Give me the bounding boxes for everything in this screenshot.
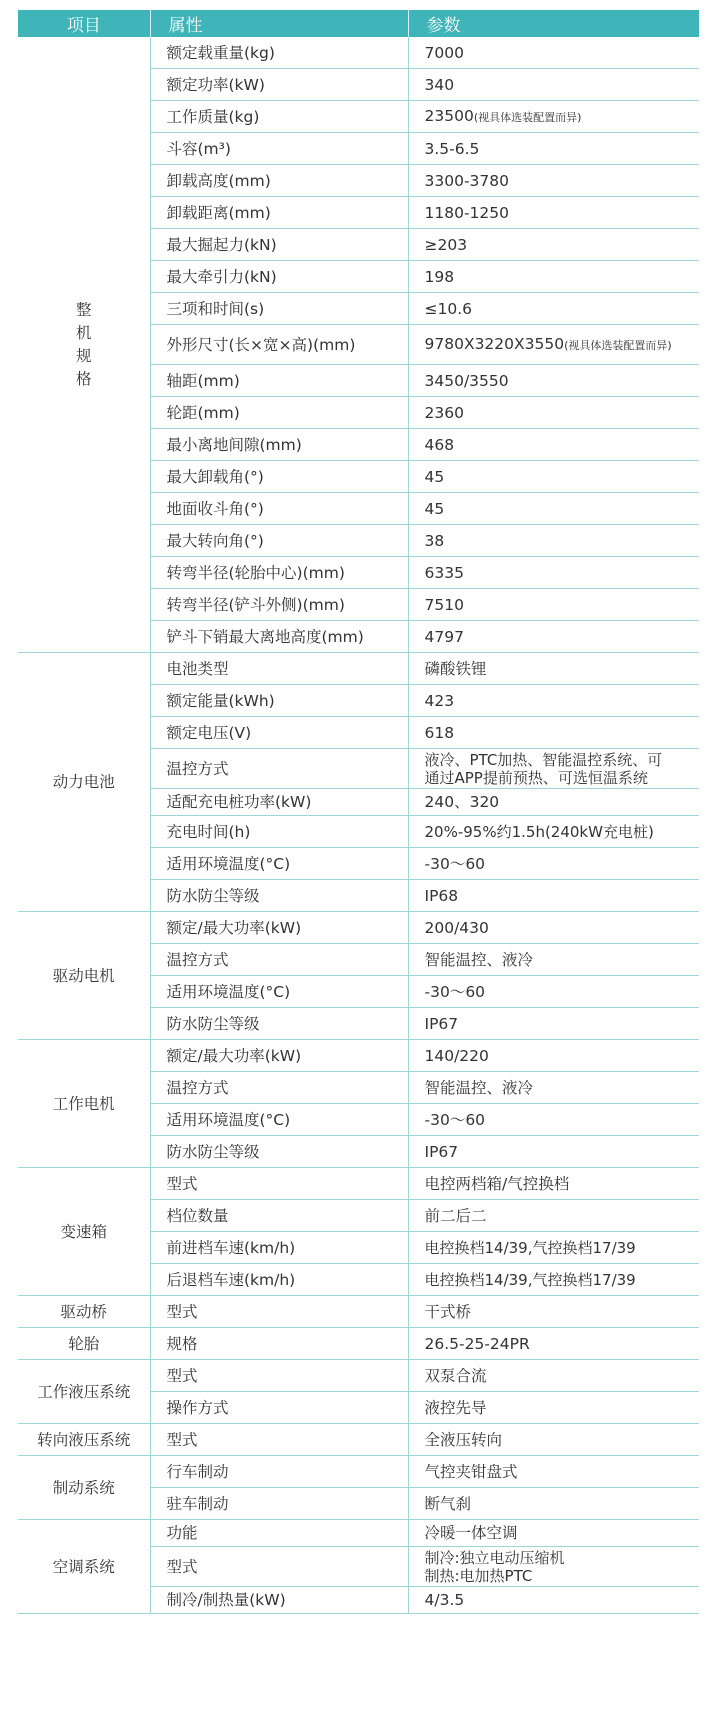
value-cell: 7000 xyxy=(408,37,699,69)
value-cell xyxy=(408,1547,699,1587)
category-cell: 动力电池 xyxy=(18,653,150,912)
value-cell: 干式桥 xyxy=(408,1296,699,1328)
attribute-cell: 前进档车速(km/h) xyxy=(150,1232,408,1264)
value-cell: 340 xyxy=(408,69,699,101)
value-cell: 6335 xyxy=(408,557,699,589)
attribute-cell: 操作方式 xyxy=(150,1392,408,1424)
attribute-cell: 最大掘起力(kN) xyxy=(150,229,408,261)
attribute-cell: 驻车制动 xyxy=(150,1488,408,1520)
attribute-cell: 温控方式 xyxy=(150,749,408,789)
attribute-cell: 地面收斗角(°) xyxy=(150,493,408,525)
value-cell: 电控换档14/39,气控换档17/39 xyxy=(408,1264,699,1296)
value-cell xyxy=(408,325,699,365)
attribute-cell: 三项和时间(s) xyxy=(150,293,408,325)
attribute-cell: 转弯半径(铲斗外侧)(mm) xyxy=(150,589,408,621)
category-cell: 工作液压系统 xyxy=(18,1360,150,1424)
value-cell: 38 xyxy=(408,525,699,557)
attribute-cell: 工作质量(kg) xyxy=(150,101,408,133)
table-row xyxy=(18,1456,699,1488)
attribute-cell: 档位数量 xyxy=(150,1200,408,1232)
attribute-cell: 温控方式 xyxy=(150,944,408,976)
value-cell: IP67 xyxy=(408,1008,699,1040)
value-cell: 双泵合流 xyxy=(408,1360,699,1392)
value-cell: 前二后二 xyxy=(408,1200,699,1232)
attribute-cell: 型式 xyxy=(150,1547,408,1587)
category-cell: 驱动电机 xyxy=(18,912,150,1040)
table-row xyxy=(18,1328,699,1360)
table-row xyxy=(18,1168,699,1200)
attribute-cell: 卸载高度(mm) xyxy=(150,165,408,197)
value-cell: IP68 xyxy=(408,880,699,912)
attribute-cell: 转弯半径(轮胎中心)(mm) xyxy=(150,557,408,589)
attribute-cell: 充电时间(h) xyxy=(150,816,408,848)
value-line: 制冷:独立电动压缩机 xyxy=(424,1548,565,1567)
attribute-cell: 适用环境温度(°C) xyxy=(150,848,408,880)
value-cell xyxy=(408,101,699,133)
value-cell: 智能温控、液冷 xyxy=(408,1072,699,1104)
value-note: (视具体选装配置而异) xyxy=(564,338,672,352)
value-cell: 1180-1250 xyxy=(408,197,699,229)
attribute-cell: 型式 xyxy=(150,1360,408,1392)
attribute-cell: 额定/最大功率(kW) xyxy=(150,1040,408,1072)
attribute-cell: 最大转向角(°) xyxy=(150,525,408,557)
value-cell: 气控夹钳盘式 xyxy=(408,1456,699,1488)
value-cell: 2360 xyxy=(408,397,699,429)
attribute-cell: 电池类型 xyxy=(150,653,408,685)
value-cell: 3.5-6.5 xyxy=(408,133,699,165)
attribute-cell: 额定功率(kW) xyxy=(150,69,408,101)
attribute-cell: 外形尺寸(长×宽×高)(mm) xyxy=(150,325,408,365)
value-cell xyxy=(408,749,699,789)
spec-table xyxy=(18,10,699,1614)
attribute-cell: 防水防尘等级 xyxy=(150,1136,408,1168)
attribute-cell: 制冷/制热量(kW) xyxy=(150,1587,408,1614)
value-text: 9780X3220X3550 xyxy=(424,334,565,353)
attribute-cell: 后退档车速(km/h) xyxy=(150,1264,408,1296)
header-item: 项目 xyxy=(18,10,150,37)
value-note: (视具体选装配置而异) xyxy=(473,110,582,124)
value-cell: 液控先导 xyxy=(408,1392,699,1424)
value-cell: 电控两档箱/气控换档 xyxy=(408,1168,699,1200)
category-cell: 制动系统 xyxy=(18,1456,150,1520)
value-cell: 电控换档14/39,气控换档17/39 xyxy=(408,1232,699,1264)
table-row xyxy=(18,1520,699,1547)
value-cell: 45 xyxy=(408,461,699,493)
value-cell: 智能温控、液冷 xyxy=(408,944,699,976)
value-cell: 4797 xyxy=(408,621,699,653)
value-cell: 3450/3550 xyxy=(408,365,699,397)
attribute-cell: 最大牵引力(kN) xyxy=(150,261,408,293)
value-cell: 618 xyxy=(408,717,699,749)
category-cell xyxy=(18,37,150,653)
table-row xyxy=(18,1360,699,1392)
value-cell: -30～60 xyxy=(408,976,699,1008)
header-attribute: 属性 xyxy=(150,10,408,37)
attribute-cell: 功能 xyxy=(150,1520,408,1547)
value-cell: 198 xyxy=(408,261,699,293)
category-cell: 转向液压系统 xyxy=(18,1424,150,1456)
attribute-cell: 最大卸载角(°) xyxy=(150,461,408,493)
attribute-cell: 卸载距离(mm) xyxy=(150,197,408,229)
attribute-cell: 适用环境温度(°C) xyxy=(150,1104,408,1136)
value-cell: IP67 xyxy=(408,1136,699,1168)
attribute-cell: 型式 xyxy=(150,1168,408,1200)
attribute-cell: 防水防尘等级 xyxy=(150,880,408,912)
table-row xyxy=(18,653,699,685)
value-cell: -30～60 xyxy=(408,1104,699,1136)
table-row xyxy=(18,37,699,69)
table-row xyxy=(18,1424,699,1456)
value-cell: 4/3.5 xyxy=(408,1587,699,1614)
value-cell: ≥203 xyxy=(408,229,699,261)
attribute-cell: 斗容(m³) xyxy=(150,133,408,165)
attribute-cell: 轮距(mm) xyxy=(150,397,408,429)
value-cell: 423 xyxy=(408,685,699,717)
value-cell: 全液压转向 xyxy=(408,1424,699,1456)
table-row xyxy=(18,1296,699,1328)
value-cell: -30～60 xyxy=(408,848,699,880)
table-row xyxy=(18,912,699,944)
value-cell: 240、320 xyxy=(408,789,699,816)
attribute-cell: 行车制动 xyxy=(150,1456,408,1488)
category-cell: 驱动桥 xyxy=(18,1296,150,1328)
value-cell: 7510 xyxy=(408,589,699,621)
value-cell: 45 xyxy=(408,493,699,525)
attribute-cell: 额定/最大功率(kW) xyxy=(150,912,408,944)
attribute-cell: 额定载重量(kg) xyxy=(150,37,408,69)
category-cell: 空调系统 xyxy=(18,1520,150,1614)
value-cell: 磷酸铁锂 xyxy=(408,653,699,685)
attribute-cell: 额定能量(kWh) xyxy=(150,685,408,717)
table-row xyxy=(18,1040,699,1072)
value-cell: 断气刹 xyxy=(408,1488,699,1520)
category-cell: 变速箱 xyxy=(18,1168,150,1296)
value-cell: ≤10.6 xyxy=(408,293,699,325)
value-cell: 3300-3780 xyxy=(408,165,699,197)
category-label: 整机规格 xyxy=(76,300,92,388)
attribute-cell: 防水防尘等级 xyxy=(150,1008,408,1040)
value-line: 通过APP提前预热、可选恒温系统 xyxy=(424,768,648,787)
header-parameter: 参数 xyxy=(408,10,699,37)
attribute-cell: 规格 xyxy=(150,1328,408,1360)
attribute-cell: 型式 xyxy=(150,1296,408,1328)
value-line: 液冷、PTC加热、智能温控系统、可 xyxy=(424,750,663,769)
attribute-cell: 轴距(mm) xyxy=(150,365,408,397)
value-cell: 冷暖一体空调 xyxy=(408,1520,699,1547)
attribute-cell: 适配充电桩功率(kW) xyxy=(150,789,408,816)
attribute-cell: 适用环境温度(°C) xyxy=(150,976,408,1008)
attribute-cell: 温控方式 xyxy=(150,1072,408,1104)
value-text: 23500 xyxy=(424,106,474,125)
spec-sheet xyxy=(18,10,699,1614)
attribute-cell: 额定电压(V) xyxy=(150,717,408,749)
category-cell: 工作电机 xyxy=(18,1040,150,1168)
category-cell: 轮胎 xyxy=(18,1328,150,1360)
value-cell: 20%-95%约1.5h(240kW充电桩) xyxy=(408,816,699,848)
value-cell: 140/220 xyxy=(408,1040,699,1072)
value-cell: 468 xyxy=(408,429,699,461)
attribute-cell: 型式 xyxy=(150,1424,408,1456)
value-cell: 200/430 xyxy=(408,912,699,944)
attribute-cell: 最小离地间隙(mm) xyxy=(150,429,408,461)
attribute-cell: 铲斗下销最大离地高度(mm) xyxy=(150,621,408,653)
header-row xyxy=(18,10,699,37)
value-cell: 26.5-25-24PR xyxy=(408,1328,699,1360)
value-line: 制热:电加热PTC xyxy=(424,1566,533,1585)
